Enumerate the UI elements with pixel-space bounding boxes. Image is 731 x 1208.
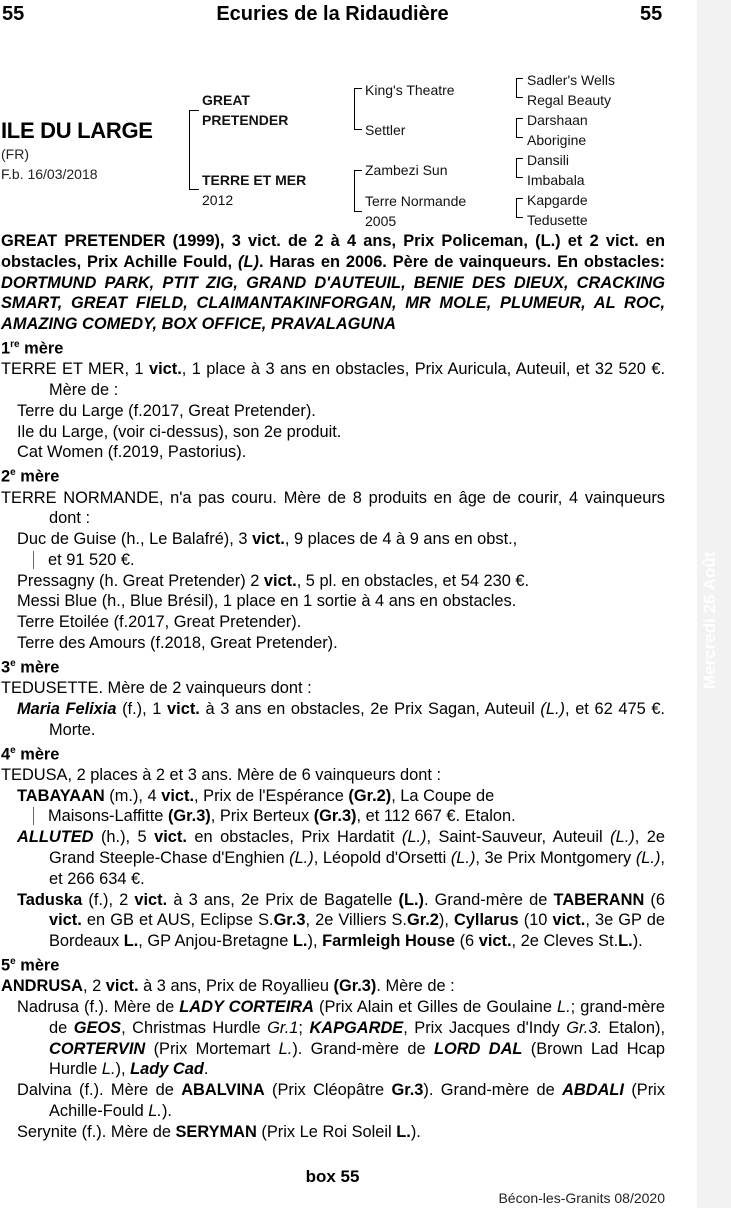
tab-c: , Prix de l'Espérance — [194, 786, 349, 805]
mere4-label: mère — [15, 745, 60, 763]
heading-mere-2 — [1, 463, 665, 487]
tad-w: (6 — [455, 932, 479, 951]
nad-b: LADY CORTEIRA — [179, 998, 314, 1017]
nad-k: , Prix Jacques d'Indy — [403, 1018, 567, 1037]
tab-i: (Gr.3) — [313, 807, 357, 826]
tad-n: Cyllarus — [453, 911, 519, 930]
mere1-produce-2: Ile du Large, (voir ci-dessus), son 2e produit. — [17, 422, 342, 441]
pedigree-bracket-sd — [516, 118, 523, 138]
dal-f: ABDALI — [562, 1081, 624, 1100]
mere4-produce-tabayaan-cont — [1, 806, 665, 827]
mere2-label: mère — [15, 467, 60, 486]
dal-e: ). Grand-mère de — [423, 1081, 563, 1100]
nad-u: ), — [115, 1060, 131, 1079]
duc-b: vict. — [252, 530, 285, 549]
tad-r: L. — [123, 932, 139, 951]
and-c: à 3 ans, Prix de Royallieu — [138, 977, 334, 996]
m1-b: vict. — [148, 360, 182, 379]
all-f: (L.) — [610, 828, 635, 847]
catalogue-text — [1, 231, 665, 1143]
tad-a: (f.), 2 — [82, 890, 135, 909]
and-a: , 2 — [82, 977, 106, 996]
mere2-intro: TERRE NORMANDE, n'a pas couru. Mère de 8 produits en âge de courir, 4 vainqueurs dont : — [1, 488, 665, 528]
all-b: vict. — [154, 828, 187, 847]
dal-h: L. — [148, 1102, 162, 1121]
all-name: ALLUTED — [17, 828, 94, 847]
mf-e: , et 62 475 €. Morte. — [49, 699, 665, 739]
tad-c: à 3 ans, 2e Prix de Bagatelle — [167, 890, 399, 909]
pedigree-sdd: Aborigine — [527, 132, 587, 148]
tad-i: en GB et AUS, Eclipse S. — [81, 911, 274, 930]
tab-a: (m.), 4 — [104, 786, 162, 805]
mere5-intro — [1, 976, 665, 997]
dal-d: Gr.3 — [391, 1081, 424, 1100]
pre-c: , 5 pl. en obstacles, et 54 230 €. — [296, 571, 530, 590]
nad-n: CORTERVIN — [49, 1039, 146, 1058]
pedigree-dam: TERRE ET MER — [202, 172, 307, 188]
mere3-intro: TEDUSETTE. Mère de 2 vainqueurs dont : — [1, 679, 312, 698]
all-k: , 3e Prix Montgomery — [475, 848, 636, 867]
tad-y: , 2e Cleves St. — [511, 932, 619, 951]
tab-g: (Gr.3) — [167, 807, 211, 826]
all-d: (L.) — [401, 828, 427, 847]
ser-e: ). — [410, 1122, 421, 1141]
nad-i: ; — [298, 1018, 310, 1037]
mere2-num: 2 — [1, 467, 11, 486]
mf-a: (f.), 1 — [116, 699, 168, 718]
duc-d: et 91 520 €. — [33, 551, 135, 569]
nad-p: L. — [278, 1039, 293, 1058]
tab-d: (Gr.2) — [348, 786, 392, 805]
tad-j: Gr.3 — [273, 911, 306, 930]
mere4-produce-taduska — [1, 890, 665, 952]
mf-c: à 3 ans en obstacles, 2e Prix Sagan, Auteuil — [199, 699, 541, 718]
nad-d: L. — [556, 998, 571, 1017]
tad-e: . Grand-mère de — [424, 890, 554, 909]
mere1-produce-1: Terre du Large (f.2017, Great Pretender). — [17, 401, 316, 420]
mere5-produce-serynite — [1, 1122, 665, 1143]
ser-b: SERYMAN — [175, 1122, 257, 1141]
mere1-sup: re — [10, 338, 20, 350]
mere2-produce-pressagny — [1, 571, 665, 592]
tad-t: L. — [292, 932, 308, 951]
mere3-produce-maria — [1, 699, 665, 741]
sire-text-3: . Haras en 2006. Père de vainqueurs. En obstacles: — [258, 252, 665, 271]
mere2-produce-amours: Terre des Amours (f.2018, Great Pretender). — [17, 634, 338, 653]
heading-mere-5 — [1, 952, 665, 976]
tad-o: (10 — [518, 911, 553, 930]
mere1-num: 1 — [1, 339, 11, 358]
mf-name: Maria Felixia — [17, 699, 117, 718]
all-j: (L.) — [450, 848, 476, 867]
dal-c: (Prix Cléopâtre — [264, 1081, 392, 1100]
mere3-sup: e — [10, 657, 16, 669]
tad-u: ), — [307, 932, 323, 951]
tad-k: , 2e Villiers S. — [305, 911, 407, 930]
mere2-produce-messi: Messi Blue (h., Blue Brésil), 1 place en 1 sortie à 4 ans en obstacles. — [17, 592, 517, 611]
mere5-sup: e — [10, 955, 16, 967]
pedigree-dd: Terre Normande — [365, 193, 467, 209]
tad-z: L. — [618, 932, 633, 951]
tad-l: Gr.2 — [406, 911, 439, 930]
lot-number-left: 55 — [2, 3, 25, 25]
pedigree-ssd: Regal Beauty — [527, 92, 612, 108]
nad-v: Lady Cad — [130, 1060, 204, 1079]
pedigree-ds: Zambezi Sun — [365, 162, 448, 178]
pedigree-bracket-sire — [354, 88, 362, 130]
and-d: (Gr.3) — [333, 977, 377, 996]
pedigree-dam-year: 2012 — [202, 192, 234, 208]
tad-h: vict. — [49, 911, 82, 930]
nad-l: Gr.3. — [566, 1018, 603, 1037]
pedigree-sd: Settler — [365, 122, 406, 138]
pedigree-sire: GREAT PRETENDER — [202, 92, 289, 128]
heading-mere-1 — [1, 335, 665, 359]
tab-f: Maisons-Laffitte — [48, 807, 168, 826]
nad-g: , Christmas Hurdle — [121, 1018, 268, 1037]
duc-a: Duc de Guise (h., Le Balafré), 3 — [17, 530, 253, 549]
pre-b: vict. — [263, 571, 297, 590]
pedigree-bracket-dam — [354, 170, 362, 212]
m1-c: , 1 place à 3 ans en obstacles, Prix Auricula, Auteuil, et 32 520 €. Mère de : — [49, 360, 665, 400]
tab-b: vict. — [161, 786, 195, 805]
and-b: vict. — [105, 977, 139, 996]
sire-text-1: GREAT PRETENDER (1999), 3 vict. de 2 à 4 ans, Prix Policeman, (L.) et 2 vict. en obstacles, Prix Achille Fould, — [1, 232, 665, 271]
mere3-num: 3 — [1, 658, 11, 677]
mere2-produce-duc-cont — [1, 550, 665, 571]
dal-a: Dalvina (f.). Mère de — [17, 1081, 182, 1100]
nad-o: (Prix Mortemart — [145, 1039, 279, 1058]
mere4-sup: e — [10, 744, 16, 756]
ser-d: L. — [396, 1122, 411, 1141]
footer-location: Bécon-les-Granits 08/2020 — [498, 1190, 665, 1206]
all-m: , et 266 634 €. — [49, 848, 665, 888]
mere4-produce-tabayaan — [1, 786, 665, 807]
tad-s: , GP Anjou-Bretagne — [138, 932, 293, 951]
tad-b: vict. — [134, 890, 168, 909]
nad-m: Etalon), — [602, 1018, 665, 1037]
tab-e: , La Coupe de — [391, 786, 495, 805]
horse-birth: F.b. 16/03/2018 — [1, 166, 98, 182]
dal-b: ABALVINA — [181, 1081, 265, 1100]
tad-d: (L.) — [398, 890, 424, 909]
mere5-num: 5 — [1, 956, 11, 975]
sire-progeny-list: DORTMUND PARK, PTIT ZIG, GRAND D'AUTEUIL, BENIE DES DIEUX, CRACKING SMART, GREAT FIELD, CLAIMANTAKINFORGAN, MR MOLE, PLUMEUR, AL ROC, AMAZING COMEDY, BOX OFFICE, PRAVALAGUNA — [1, 273, 665, 334]
side-tab-label: Mercredi 26 Août — [700, 551, 719, 689]
mere1-produce-3: Cat Women (f.2019, Pastorius). — [17, 443, 247, 462]
mere4-intro: TEDUSA, 2 places à 2 et 3 ans. Mère de 6 vainqueurs dont : — [1, 765, 442, 784]
pedigree-bracket-1 — [189, 110, 199, 190]
tab-cont — [33, 807, 516, 825]
ser-a: Serynite (f.). Mère de — [17, 1122, 176, 1141]
pedigree-ddd: Tedusette — [527, 212, 588, 228]
mere1-intro — [1, 359, 665, 401]
tab-h: , Prix Berteux — [210, 807, 314, 826]
heading-mere-4 — [1, 741, 665, 765]
mere2-produce-duc — [1, 529, 665, 550]
mere5-label: mère — [15, 956, 60, 975]
lot-number-right: 55 — [640, 3, 663, 25]
pedigree-bracket-ss — [516, 78, 523, 98]
pedigree-dd-year: 2005 — [365, 213, 397, 229]
pedigree-bracket-ds — [516, 158, 523, 178]
nad-j: KAPGARDE — [309, 1018, 404, 1037]
and-e: . Mère de : — [376, 977, 455, 996]
dal-i: ). — [161, 1102, 172, 1121]
tab-j: , et 112 667 €. Etalon. — [356, 807, 516, 826]
all-l: (L.) — [635, 848, 661, 867]
pedigree-ss: King's Theatre — [365, 82, 455, 98]
mere4-num: 4 — [1, 745, 11, 763]
tad-x: vict. — [478, 932, 512, 951]
horse-name: ILE DU LARGE — [1, 118, 153, 143]
pre-a: Pressagny (h. Great Pretender) 2 — [17, 571, 264, 590]
nad-s: (Brown Lad Hcap Hurdle — [49, 1039, 665, 1079]
mf-b: vict. — [167, 699, 200, 718]
tad-p: vict. — [552, 911, 586, 930]
nad-c: (Prix Alain et Gilles de Goulaine — [313, 998, 557, 1017]
tab-name: TABAYAAN — [17, 786, 105, 805]
all-c: en obstacles, Prix Hardatit — [186, 828, 402, 847]
mere5-produce-nadrusa — [1, 997, 665, 1080]
pedigree-sds: Darshaan — [527, 112, 588, 128]
all-i: , Léopold d'Orsetti — [313, 848, 451, 867]
pedigree-dss: Dansili — [527, 152, 570, 168]
all-g: , 2e Grand Steeple-Chase d'Enghien — [49, 828, 665, 867]
pedigree-bracket-dd — [516, 198, 523, 218]
heading-mere-3 — [1, 654, 665, 678]
ser-c: (Prix Le Roi Soleil — [256, 1122, 397, 1141]
tad-q: , 3e GP de Bordeaux — [49, 911, 665, 951]
tad-g: (6 — [644, 890, 666, 909]
tad-f: TABERANN — [553, 890, 645, 909]
nad-w: . — [203, 1060, 209, 1079]
pedigree-sss: Sadler's Wells — [527, 72, 615, 88]
box-number: box 55 — [305, 1167, 360, 1186]
mere2-produce-etoilee: Terre Etoilée (f.2017, Great Pretender). — [17, 613, 302, 632]
pedigree-dsd: Imbabala — [527, 172, 585, 188]
mere3-label: mère — [15, 658, 60, 677]
tad-end: ). — [632, 932, 643, 951]
nad-e: ; grand-mère de — [49, 998, 665, 1037]
all-e: , Saint-Sauveur, Auteuil — [426, 828, 611, 847]
sire-paragraph — [1, 231, 665, 335]
nad-a: Nadrusa (f.). Mère de — [17, 998, 180, 1017]
mere5-produce-dalvina — [1, 1080, 665, 1122]
and-name: ANDRUSA — [1, 977, 83, 996]
duc-c: , 9 places de 4 à 9 ans en obst., — [284, 530, 518, 549]
mf-d: (L.) — [540, 699, 566, 718]
all-h: (L.) — [289, 848, 314, 867]
nad-h: Gr.1 — [267, 1018, 299, 1037]
nad-q: ). Grand-mère de — [292, 1039, 434, 1058]
mere1-label: mère — [19, 339, 64, 358]
nad-t: L. — [101, 1060, 116, 1079]
tad-m: ), — [438, 911, 454, 930]
page-title: Ecuries de la Ridaudière — [216, 3, 449, 25]
pedigree-dds: Kapgarde — [527, 192, 588, 208]
m1-a: TERRE ET MER, 1 — [1, 360, 149, 379]
nad-r: LORD DAL — [433, 1039, 523, 1058]
tad-v: Farmleigh House — [322, 932, 456, 951]
nad-f: GEOS — [73, 1018, 122, 1037]
horse-origin: (FR) — [1, 146, 29, 162]
mere4-produce-alluted — [1, 827, 665, 889]
all-a: (h.), 5 — [93, 828, 155, 847]
dal-g: (Prix Achille-Fould — [49, 1081, 666, 1121]
mere2-sup: e — [10, 467, 16, 479]
sire-text-2: (L) — [238, 252, 259, 271]
tad-name: Taduska — [17, 890, 83, 909]
